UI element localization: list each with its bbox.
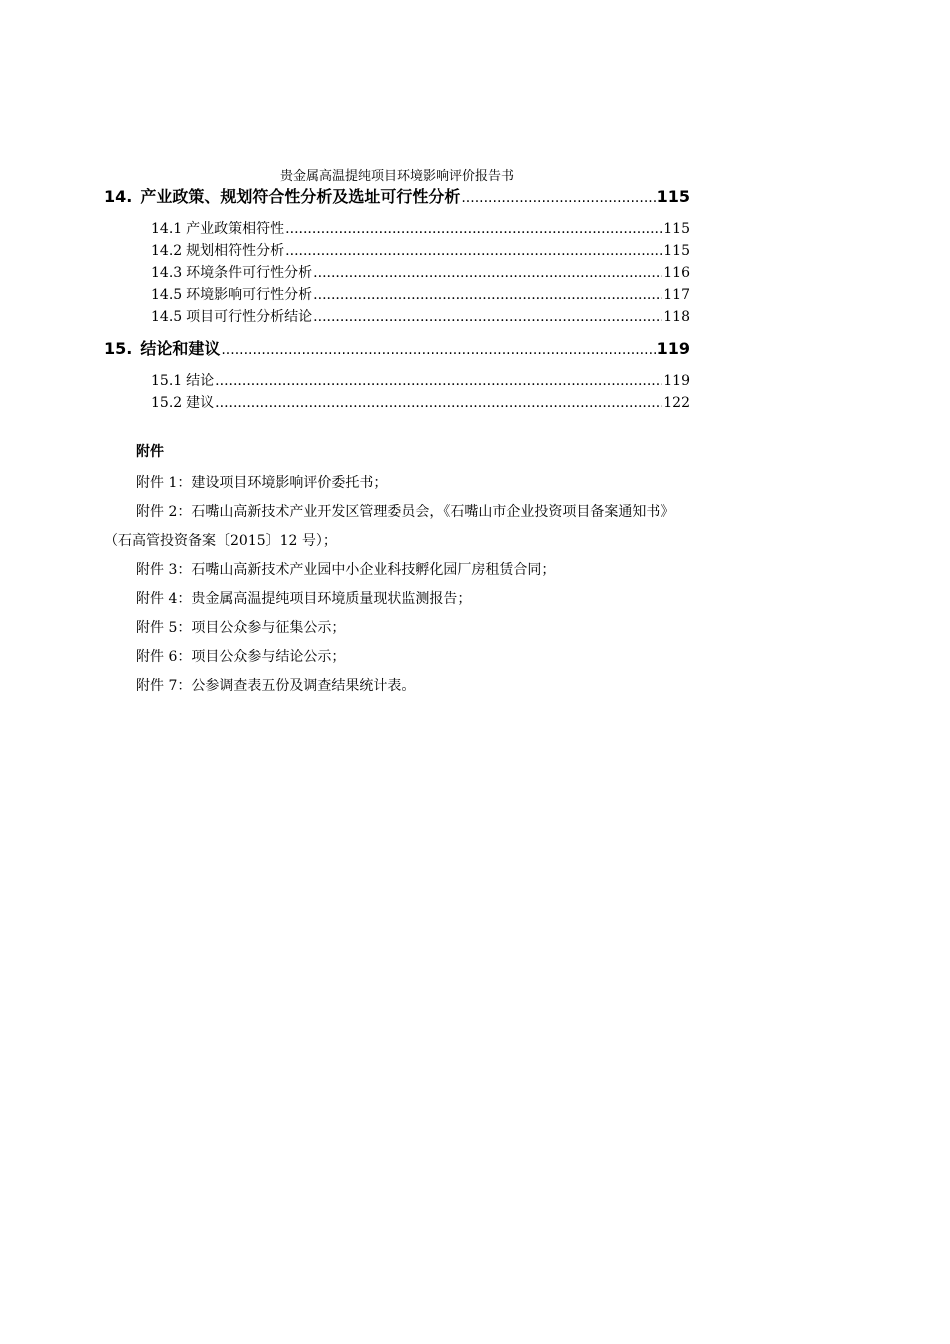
toc-subsection-14-3[interactable] xyxy=(104,262,690,284)
toc-subsection-title: 环境影响可行性分析 xyxy=(186,287,313,303)
toc-leader-dots xyxy=(285,240,662,262)
toc-subsection-15-1[interactable] xyxy=(104,370,690,392)
toc-subsection-title: 项目可行性分析结论 xyxy=(186,309,313,325)
toc-subsection-title: 结论 xyxy=(186,373,215,389)
attachment-item-2: 附件 2：石嘴山高新技术产业开发区管理委员会，《石嘴山市企业投资项目备案通知书》（石高管投资备案〔2015〕12 号）； xyxy=(104,504,675,549)
attachments-heading: 附件 xyxy=(136,444,164,460)
attachment-item-4: 附件 4：贵金属高温提纯项目环境质量现状监测报告； xyxy=(136,591,472,607)
toc-section-number: 14. xyxy=(104,187,133,206)
attachment-item-6: 附件 6：项目公众参与结论公示； xyxy=(136,649,346,665)
table-of-contents xyxy=(104,186,690,414)
attachment-item-5: 附件 5：项目公众参与征集公示； xyxy=(136,620,346,636)
toc-subsection-14-2[interactable] xyxy=(104,240,690,262)
toc-subsection-id: 14.5 xyxy=(151,309,183,325)
toc-subsection-id: 14.2 xyxy=(151,243,183,259)
toc-page-number: 118 xyxy=(663,309,690,325)
toc-page-number: 119 xyxy=(663,373,690,389)
toc-page-number: 119 xyxy=(656,339,690,358)
toc-subsection-id: 14.3 xyxy=(151,265,183,281)
toc-leader-dots xyxy=(221,339,655,361)
toc-page-number: 116 xyxy=(663,265,690,281)
toc-subsection-id: 14.1 xyxy=(151,221,183,237)
toc-page-number: 115 xyxy=(663,243,690,259)
attachment-item-3: 附件 3：石嘴山高新技术产业园中小企业科技孵化园厂房租赁合同； xyxy=(136,562,556,578)
attachment-item-1: 附件 1：建设项目环境影响评价委托书； xyxy=(136,475,388,491)
toc-leader-dots xyxy=(215,370,662,392)
toc-section-title: 产业政策、规划符合性分析及选址可行性分析 xyxy=(140,187,461,206)
toc-subsection-14-5a[interactable] xyxy=(104,284,690,306)
toc-subsection-14-1[interactable] xyxy=(104,218,690,240)
toc-leader-dots xyxy=(313,306,662,328)
toc-section-number: 15. xyxy=(104,339,133,358)
toc-leader-dots xyxy=(461,187,655,209)
toc-leader-dots xyxy=(285,218,662,240)
toc-subsection-title: 规划相符性分析 xyxy=(186,243,285,259)
toc-leader-dots xyxy=(313,284,662,306)
toc-page-number: 122 xyxy=(663,395,690,411)
toc-page-number: 117 xyxy=(663,287,690,303)
attachments-section xyxy=(104,440,690,701)
toc-page-number: 115 xyxy=(656,187,690,206)
toc-subsection-15-2[interactable] xyxy=(104,392,690,414)
toc-subsection-id: 15.2 xyxy=(151,395,183,411)
toc-subsection-title: 环境条件可行性分析 xyxy=(186,265,313,281)
toc-section-15[interactable] xyxy=(104,338,690,360)
toc-subsection-14-5b[interactable] xyxy=(104,306,690,328)
toc-page-number: 115 xyxy=(663,221,690,237)
toc-leader-dots xyxy=(313,262,662,284)
toc-subsection-id: 15.1 xyxy=(151,373,183,389)
toc-subsection-title: 建议 xyxy=(186,395,215,411)
toc-subsection-title: 产业政策相符性 xyxy=(186,221,285,237)
toc-section-14[interactable] xyxy=(104,186,690,208)
toc-section-title: 结论和建议 xyxy=(140,339,221,358)
toc-subsection-id: 14.5 xyxy=(151,287,183,303)
toc-leader-dots xyxy=(215,392,662,414)
attachment-item-7: 附件 7：公参调查表五份及调查结果统计表。 xyxy=(136,678,416,694)
running-header: 贵金属高温提纯项目环境影响评价报告书 xyxy=(279,169,514,184)
